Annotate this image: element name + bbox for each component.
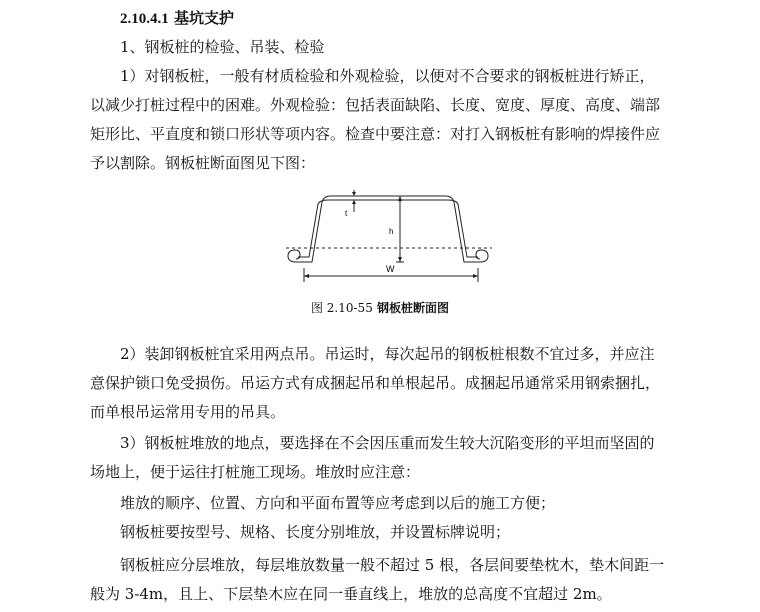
- label-t: t: [345, 209, 348, 218]
- note2: 钢板桩要按型号、规格、长度分别堆放，并设置标牌说明；: [120, 523, 511, 541]
- para1-line3: 矩形比、平直度和锁口形状等项内容。检查中要注意：对打入钢板桩有影响的焊接件应: [90, 125, 661, 143]
- para1-line4: 予以割除。钢板桩断面图见下图：: [90, 154, 316, 172]
- para2-line1: 2）装卸钢板桩宜采用两点吊。吊运时，每次起吊的钢板桩根数不宜过多，并应注: [120, 345, 655, 363]
- section-title: 基坑支护: [173, 9, 234, 27]
- note3-line2: 般为 3-4m，且上、下层垫木应在同一垂直线上，堆放的总高度不宜超过 2m。: [90, 585, 612, 603]
- pile-profile-outer: [296, 196, 480, 262]
- note1: 堆放的顺序、位置、方向和平面布置等应考虑到以后的施工方便；: [120, 494, 556, 512]
- para1-line2: 以减少打桩过程中的困难。外观检验：包括表面缺陷、长度、宽度、厚度、高度、端部: [90, 96, 661, 114]
- para3-line2: 场地上，便于运往打桩施工现场。堆放时应注意：: [90, 463, 421, 481]
- note3-line1: 钢板桩应分层堆放，每层堆放数量一般不超过 5 根，各层间要垫枕木，垫木间距一: [120, 556, 665, 574]
- para2-line3: 而单根吊运常用专用的吊具。: [90, 403, 286, 421]
- para3-line1: 3）钢板桩堆放的地点，要选择在不会因压重而发生较大沉陷变形的平坦而坚固的: [120, 434, 655, 452]
- section-heading: [120, 8, 720, 29]
- caption-number: 图 2.10-55: [310, 301, 373, 315]
- label-h: h: [389, 227, 394, 236]
- caption-text: 钢板桩断面图: [377, 301, 450, 315]
- sheet-pile-cross-section-diagram: [282, 190, 512, 285]
- section-number: 2.10.4.1: [120, 11, 169, 27]
- item1-heading: 1、钢板桩的检验、吊装、检验: [120, 38, 325, 56]
- para1-line1: 1）对钢板桩，一般有材质检验和外观检验，以便对不合要求的钢板桩进行矫正，: [120, 67, 655, 85]
- label-w: W: [386, 264, 395, 274]
- para2-line2: 意保护锁口免受损伤。吊运方式有成捆起吊和单根起吊。成捆起吊通常采用钢索捆扎，: [90, 374, 661, 392]
- left-interlock: [288, 250, 300, 262]
- figure-caption: [0, 300, 760, 316]
- right-interlock: [476, 250, 488, 262]
